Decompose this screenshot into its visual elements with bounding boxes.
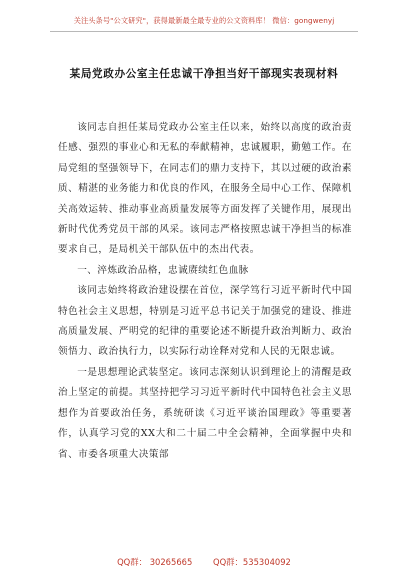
document-title: 某局党政办公室主任忠诚干净担当好干部现实表现材料	[69, 68, 339, 80]
top-banner: 关注头条号"公文研究"，获得最新最全最专业的公文资料库！ 微信：gongwenyj	[73, 16, 335, 25]
document-body	[58, 118, 352, 465]
section-heading-1: 一、淬炼政治品格，忠诚赓续红色血脉	[77, 264, 249, 276]
paragraph-intro: 该同志自担任某局党政办公室主任以来，始终以高度的政治责任感、强烈的事业心和无私的奉献精神，忠诚履职，勤勉工作。在局党组的坚强领导下，在同志们的鼎力支持下，其以过硬的政治素质、精湛的业务能力和优良的作风，在服务全局中心工作、保障机关高效运转、推动事业高质量发展等方面发挥了关键作用，展现出新时代优秀党员干部的风采。该同志严格按照忠诚干净担当的标准要求自己，是局机关干部队伍中的杰出代表。	[58, 122, 352, 256]
footer-qq-group-1: QQ群： 30265665	[117, 557, 193, 567]
paragraph-section-1: 该同志始终将政治建设摆在首位，深学笃行习近平新时代中国特色社会主义思想，特别是习近平总书记关于加强党的建设、推进高质量发展、严明党的纪律的重要论述不断提升政治判断力、政治领悟力、政治执行力，以实际行动诠释对党和人民的无限忠诚。	[58, 285, 352, 358]
footer-qq-group-2: QQ群：535304092	[213, 557, 291, 567]
paragraph-theory: 一是思想理论武装坚定。该同志深刻认识到理论上的清醒是政治上坚定的前提。其坚持把学习习近平新时代中国特色社会主义思想作为首要政治任务，系统研读《习近平谈治国理政》等重要著作，认真学习党的XX大和二十届二中全会精神，全面掌握中央和省、市委各项重大决策部	[58, 366, 352, 460]
footer	[0, 556, 408, 568]
top-divider	[50, 31, 358, 32]
